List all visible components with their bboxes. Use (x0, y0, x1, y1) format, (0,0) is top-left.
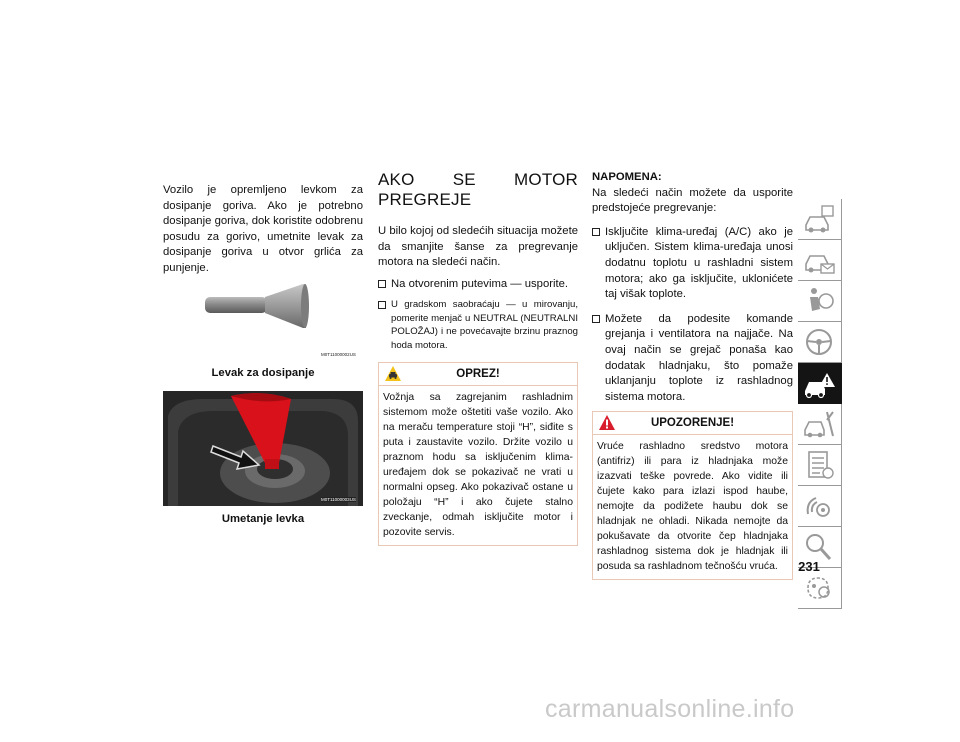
thumb-tab-languages[interactable] (798, 568, 842, 609)
steering-wheel-icon (802, 326, 836, 358)
figure-caption: Levak za dosipanje (211, 367, 315, 379)
funnel-insert-image (163, 391, 363, 506)
page-number: 231 (798, 559, 820, 574)
thumb-tab-getting-to-know[interactable] (798, 199, 842, 240)
figure-code: M0T11000002US (321, 352, 356, 357)
specifications-list-icon (802, 449, 836, 481)
warning-triangle-icon (598, 414, 616, 431)
warning-header (593, 412, 792, 435)
thumb-tab-servicing-maintenance[interactable] (798, 404, 842, 445)
car-airbag-icon (802, 285, 836, 317)
note-intro: Na sledeći način možete da usporite predstojeće pregrevanje: (592, 186, 793, 215)
multimedia-icon (802, 490, 836, 522)
list-item: Isključite klima-uređaj (A/C) ako je uključen. Sistem klima-uređaja unosi dodatnu toplotu u rashladni sistem motora; ako ga isključite, uklonićete taj višak toplote. (592, 225, 793, 303)
caution-car-icon (384, 365, 402, 382)
overheat-intro: U bilo kojoj od sledećih situacija možete da smanjite šanse za pregrevanje motora na sledeći način. (378, 225, 578, 269)
fuel-funnel-intro: Vozilo je opremljeno levkom za dosipanje goriva. Ako je potrebno dosipanje goriva, dok koristite odobrenu posudu za gorivo, umetnite levak za dosipanje goriva u otvor grlića za punjenje. (163, 184, 363, 274)
list-item: U gradskom saobraćaju — u mirovanju, pomerite menjač u NEUTRAL (NEUTRALNI POLOŽAJ) i ne povećavajte brzinu praznog hoda motora. (378, 298, 578, 352)
list-item: Na otvorenim putevima — usporite. (378, 277, 578, 293)
figure-code: M0T11000003US (321, 497, 356, 502)
thumb-tab-multimedia[interactable] (798, 486, 842, 527)
caution-title: OPREZ! (456, 368, 500, 380)
thumb-tab-in-case-of-emergency[interactable] (798, 363, 842, 404)
bullet-box-icon (592, 315, 600, 323)
list-item: Možete da podesite komande grejanja i ventilatora na najjače. Na ovaj način se grejač ponaša kao dodatak hladnjaku, što pomaže uklanjanju toplote iz rashladnog sistema motora. (592, 312, 793, 406)
caution-text: Vožnja sa zagrejanim rashladnim sistemom može oštetiti vaše vozilo. Ako na meraču temperature stoji “H”, siđite s puta i zaustavite vozilo. Držite vozilo u praznom hodu sa isključenim klima-uređajem dok se pokazivač ne vrati u normalni opseg. Ako pokazivač ostane u položaju “H” i ako čujete stalno zveckanje, odmah isključite motor i pozovite servis. (383, 392, 573, 538)
car-info-icon (802, 203, 836, 235)
watermark: carmanualsonline.info (545, 695, 795, 723)
bullet-box-icon (378, 280, 386, 288)
middle-column (378, 170, 578, 546)
overheat-tips-list (378, 298, 578, 352)
overheat-tips-list (378, 277, 578, 293)
warning-box (592, 411, 793, 580)
car-hazard-icon (802, 367, 836, 399)
warning-text: Vruće rashladno sredstvo motora (antifriz) ili para iz hladnjaka može izazvati teške povrede. Ako vidite ili čujete kako para izlazi ispod haube, nemojte da podižete haubu dok se hladnjak ne ohladi. Nikada nemojte da pokušavate da otvorite čep hladnjaka rashladnog sistema dok je hladnjak ili posuda sa rashladnom tečnošću vruća. (597, 441, 788, 573)
right-column (592, 170, 793, 580)
caution-header (379, 363, 577, 386)
thumb-tab-safety[interactable] (798, 281, 842, 322)
funnel-figure (163, 250, 363, 365)
warning-title: UPOZORENJE! (650, 417, 735, 430)
languages-icon (802, 572, 836, 604)
note-title: NAPOMENA: (592, 171, 662, 183)
car-mail-icon (802, 244, 836, 276)
section-heading: AKO SE MOTOR PREGREJE (378, 170, 578, 209)
car-service-icon (802, 408, 836, 440)
thumb-tab-starting-operating[interactable] (798, 322, 842, 363)
figure-caption: Umetanje levka (221, 513, 305, 525)
note-list (592, 225, 793, 406)
thumb-tab-technical-specifications[interactable] (798, 445, 842, 486)
bullet-box-icon (378, 301, 386, 309)
thumb-tab-instrument-panel[interactable] (798, 240, 842, 281)
funnel-insert-figure (163, 391, 363, 506)
funnel-image (163, 250, 363, 365)
bullet-box-icon (592, 228, 600, 236)
caution-box (378, 362, 578, 546)
